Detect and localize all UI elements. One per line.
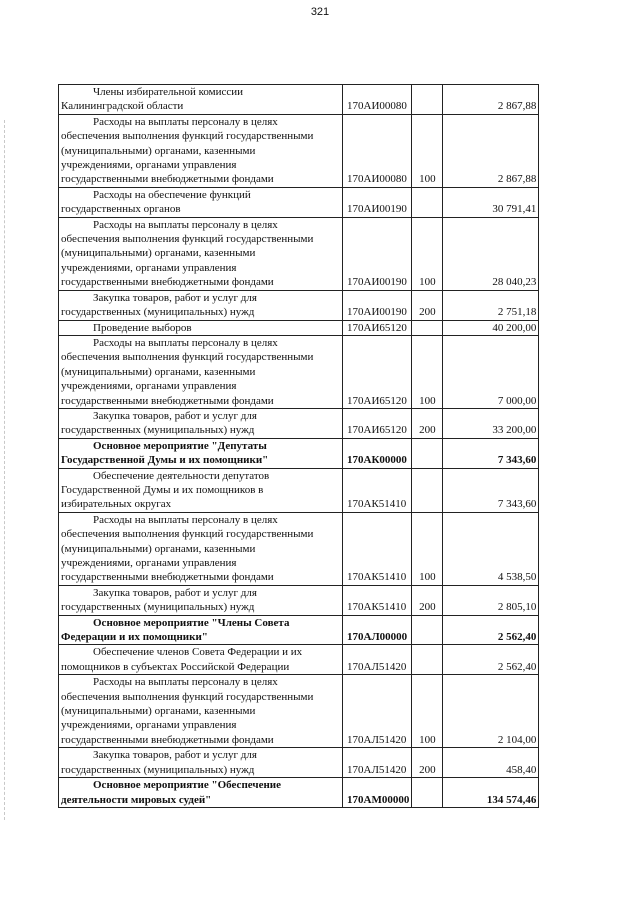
target-article-code-cell: 170АК51410 (343, 585, 412, 615)
scan-edge-marks (4, 120, 7, 820)
expense-type-cell (412, 85, 443, 115)
expense-name-line: Закупка товаров, работ и услуг для (93, 291, 257, 304)
expense-name-line: государственными внебюджетными фондами (61, 394, 274, 407)
amount-cell: 4 538,50 (443, 512, 539, 585)
expense-type-cell (412, 187, 443, 217)
expense-name-line: (муниципальными) органами, казенными (61, 542, 256, 555)
expense-name-line: (муниципальными) органами, казенными (61, 705, 256, 718)
amount-cell: 2 562,40 (443, 645, 539, 675)
expense-name-line: государственных (муниципальных) нужд (61, 306, 255, 319)
target-article-code-cell: 170АК51410 (343, 512, 412, 585)
expense-name-cell (59, 438, 343, 468)
expense-type-cell (412, 778, 443, 808)
expense-name-line: Проведение выборов (93, 321, 192, 334)
table-row (59, 408, 539, 438)
amount-cell: 33 200,00 (443, 408, 539, 438)
expense-name-cell (59, 675, 343, 748)
amount-cell: 28 040,23 (443, 217, 539, 290)
table-row (59, 778, 539, 808)
expense-type-cell: 100 (412, 512, 443, 585)
target-article-code-cell: 170АИ00190 (343, 187, 412, 217)
expense-name-line: Государственной Думы и их помощников в (61, 483, 264, 496)
expense-type-cell: 100 (412, 217, 443, 290)
expense-name-line: избирательных округах (61, 498, 172, 511)
target-article-code-cell: 170АЛ00000 (343, 615, 412, 645)
target-article-code-cell: 170АИ65120 (343, 408, 412, 438)
expense-name-cell (59, 512, 343, 585)
table-row (59, 748, 539, 778)
expense-name-line: (муниципальными) органами, казенными (61, 144, 256, 157)
expense-name-line: Основное мероприятие "Обеспечение (93, 779, 282, 792)
expense-name-line: учреждениями, органами управления (61, 719, 237, 732)
table-row (59, 512, 539, 585)
expense-name-line: Федерации и их помощники" (61, 631, 208, 644)
expense-name-line: государственными внебюджетными фондами (61, 276, 274, 289)
expense-type-cell (412, 468, 443, 512)
budget-table (58, 84, 539, 808)
table-row (59, 85, 539, 115)
table-row (59, 585, 539, 615)
table-row (59, 645, 539, 675)
expense-type-cell: 200 (412, 408, 443, 438)
target-article-code-cell: 170АЛ51420 (343, 748, 412, 778)
expense-name-line: государственными внебюджетными фондами (61, 173, 274, 186)
budget-table-body (59, 85, 539, 808)
expense-type-cell (412, 645, 443, 675)
expense-name-line: обеспечения выполнения функций государственными (61, 130, 314, 143)
expense-name-line: Закупка товаров, работ и услуг для (93, 409, 257, 422)
expense-name-cell (59, 335, 343, 408)
expense-name-line: государственными внебюджетными фондами (61, 733, 274, 746)
expense-type-cell: 100 (412, 335, 443, 408)
expense-name-cell (59, 320, 343, 335)
expense-name-cell (59, 778, 343, 808)
expense-type-cell: 200 (412, 748, 443, 778)
target-article-code-cell: 170АИ65120 (343, 335, 412, 408)
expense-name-line: Расходы на выплаты персоналу в целях (93, 115, 278, 128)
expense-name-cell (59, 408, 343, 438)
expense-name-line: Закупка товаров, работ и услуг для (93, 749, 257, 762)
expense-name-cell (59, 748, 343, 778)
expense-name-line: учреждениями, органами управления (61, 380, 237, 393)
expense-name-line: государственных органов (61, 203, 181, 216)
expense-name-line: государственных (муниципальных) нужд (61, 763, 255, 776)
amount-cell: 40 200,00 (443, 320, 539, 335)
expense-name-line: Расходы на выплаты персоналу в целях (93, 336, 278, 349)
table-row (59, 675, 539, 748)
expense-name-line: Члены избирательной комиссии (93, 86, 244, 98)
table-row (59, 320, 539, 335)
table-row (59, 335, 539, 408)
amount-cell: 2 751,18 (443, 290, 539, 320)
amount-cell: 30 791,41 (443, 187, 539, 217)
expense-type-cell (412, 615, 443, 645)
expense-name-line: учреждениями, органами управления (61, 261, 237, 274)
table-row (59, 217, 539, 290)
target-article-code-cell: 170АЛ51420 (343, 675, 412, 748)
expense-name-line: (муниципальными) органами, казенными (61, 247, 256, 260)
expense-type-cell (412, 438, 443, 468)
expense-name-line: учреждениями, органами управления (61, 159, 237, 172)
expense-type-cell: 200 (412, 290, 443, 320)
page-number: 321 (310, 6, 330, 18)
table-row (59, 290, 539, 320)
expense-name-line: обеспечения выполнения функций государственными (61, 690, 314, 703)
target-article-code-cell: 170АИ65120 (343, 320, 412, 335)
expense-name-line: Калининградской области (61, 100, 184, 113)
expense-name-line: обеспечения выполнения функций государственными (61, 351, 314, 364)
expense-name-line: Государственной Думы и их помощники" (61, 454, 269, 467)
expense-name-line: Расходы на обеспечение функций (93, 188, 251, 201)
expense-name-cell (59, 187, 343, 217)
amount-cell: 134 574,46 (443, 778, 539, 808)
target-article-code-cell: 170АЛ51420 (343, 645, 412, 675)
expense-name-cell (59, 114, 343, 187)
expense-name-line: Закупка товаров, работ и услуг для (93, 586, 257, 599)
expense-name-line: Расходы на выплаты персоналу в целях (93, 513, 278, 526)
expense-type-cell: 100 (412, 114, 443, 187)
expense-name-line: учреждениями, органами управления (61, 557, 237, 569)
expense-name-line: Основное мероприятие "Члены Совета (93, 616, 290, 629)
amount-cell: 2 104,00 (443, 675, 539, 748)
table-row (59, 187, 539, 217)
table-row (59, 468, 539, 512)
target-article-code-cell: 170АИ00080 (343, 85, 412, 115)
expense-name-cell (59, 217, 343, 290)
table-row (59, 438, 539, 468)
expense-name-line: Обеспечение деятельности депутатов (93, 469, 270, 482)
amount-cell: 2 562,40 (443, 615, 539, 645)
expense-name-cell (59, 645, 343, 675)
amount-cell: 7 000,00 (443, 335, 539, 408)
amount-cell: 458,40 (443, 748, 539, 778)
expense-name-line: Основное мероприятие "Депутаты (93, 439, 267, 452)
amount-cell: 2 805,10 (443, 585, 539, 615)
target-article-code-cell: 170АИ00190 (343, 217, 412, 290)
amount-cell: 2 867,88 (443, 85, 539, 115)
expense-name-line: деятельности мировых судей" (61, 793, 212, 806)
table-row (59, 114, 539, 187)
expense-name-cell (59, 85, 343, 115)
expense-name-cell (59, 468, 343, 512)
expense-name-line: обеспечения выполнения функций государственными (61, 233, 314, 246)
expense-name-line: Расходы на выплаты персоналу в целях (93, 218, 278, 231)
target-article-code-cell: 170АК51410 (343, 468, 412, 512)
expense-name-line: (муниципальными) органами, казенными (61, 365, 256, 378)
expense-name-line: обеспечения выполнения функций государственными (61, 528, 314, 541)
expense-name-cell (59, 585, 343, 615)
amount-cell: 2 867,88 (443, 114, 539, 187)
expense-name-line: Расходы на выплаты персоналу в целях (93, 676, 278, 689)
amount-cell: 7 343,60 (443, 438, 539, 468)
expense-name-line: государственных (муниципальных) нужд (61, 424, 255, 437)
target-article-code-cell: 170АК00000 (343, 438, 412, 468)
expense-name-cell (59, 615, 343, 645)
target-article-code-cell: 170АМ00000 (343, 778, 412, 808)
expense-type-cell: 200 (412, 585, 443, 615)
expense-name-cell (59, 290, 343, 320)
target-article-code-cell: 170АИ00080 (343, 114, 412, 187)
expense-name-line: государственных (муниципальных) нужд (61, 601, 255, 614)
expense-name-line: помощников в субъектах Российской Федерации (61, 660, 290, 673)
amount-cell: 7 343,60 (443, 468, 539, 512)
expense-type-cell: 100 (412, 675, 443, 748)
target-article-code-cell: 170АИ00190 (343, 290, 412, 320)
table-row (59, 615, 539, 645)
expense-name-line: Обеспечение членов Совета Федерации и их (93, 646, 303, 659)
expense-type-cell (412, 320, 443, 335)
expense-name-line: государственными внебюджетными фондами (61, 571, 274, 584)
